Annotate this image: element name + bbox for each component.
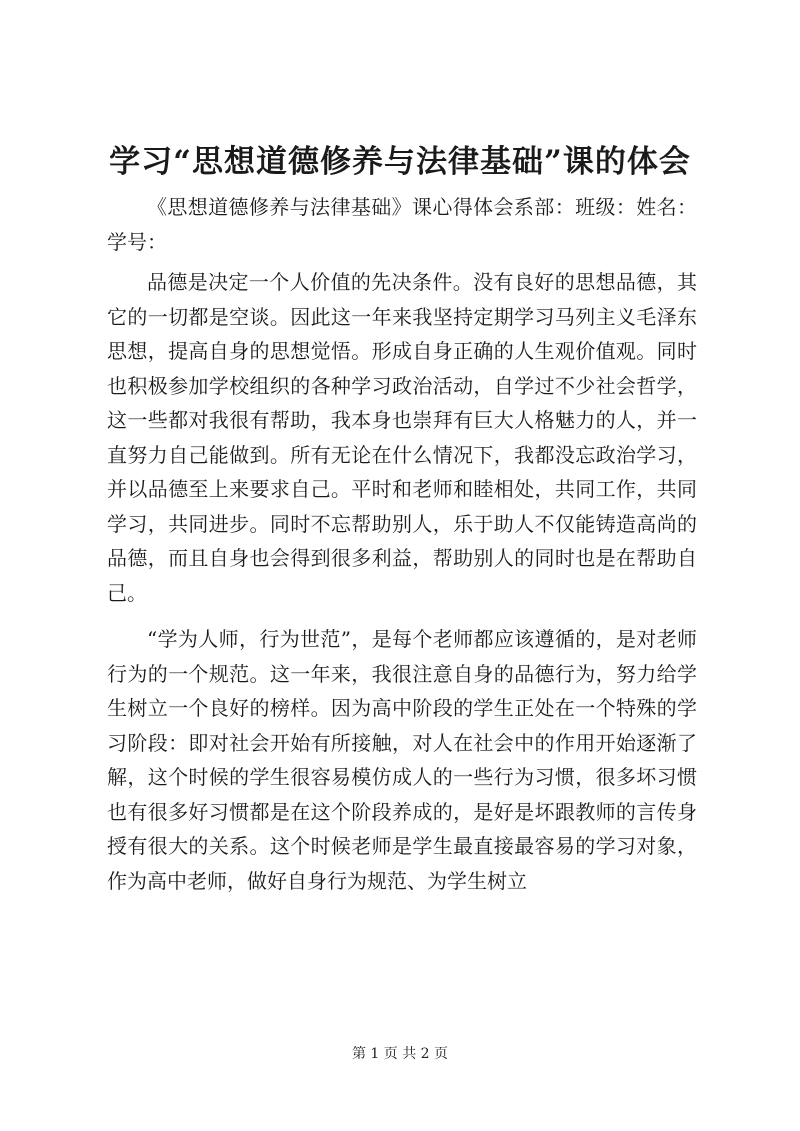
- document-title: 学习“思想道德修养与法律基础”课的体会: [109, 144, 691, 180]
- paragraph-2: “学为人师，行为世范”，是每个老师都应该遵循的，是对老师行为的一个规范。这一年来，我很注意自身的品德行为，努力给学生树立一个良好的榜样。因为高中阶段的学生正处在一个特殊的学习阶段：即对社会开始有所接触，对人在社会中的作用开始逐渐了解，这个时候的学生很容易模仿成人的一些行为习惯，很多坏习惯也有很多好习惯都是在这个阶段养成的，是好是坏跟教师的言传身授有很大的关系。这个时候老师是学生最直接最容易的学习对象，作为高中老师，做好自身行为规范、为学生树立: [107, 627, 697, 893]
- document-body: [107, 190, 697, 910]
- paragraph-1: 品德是决定一个人价值的先决条件。没有良好的思想品德，其它的一切都是空谈。因此这一年来我坚持定期学习马列主义毛泽东思想，提高自身的思想觉悟。形成自身正确的人生观价值观。同时也积极参加学校组织的各种学习政治活动，自学过不少社会哲学，这一些都对我很有帮助，我本身也崇拜有巨大人格魅力的人，并一直努力自己能做到。所有无论在什么情况下，我都没忘政治学习，并以品德至上来要求自己。平时和老师和睦相处，共同工作，共同学习，共同进步。同时不忘帮助别人，乐于助人不仅能铸造高尚的品德，而且自身也会得到很多利益，帮助别人的同时也是在帮助自己。: [107, 270, 697, 605]
- document-subtitle: 《思想道德修养与法律基础》课心得体会系部：班级：姓名：学号：: [107, 195, 697, 254]
- page-number-footer: 第 1 页 共 2 页: [351, 1046, 449, 1062]
